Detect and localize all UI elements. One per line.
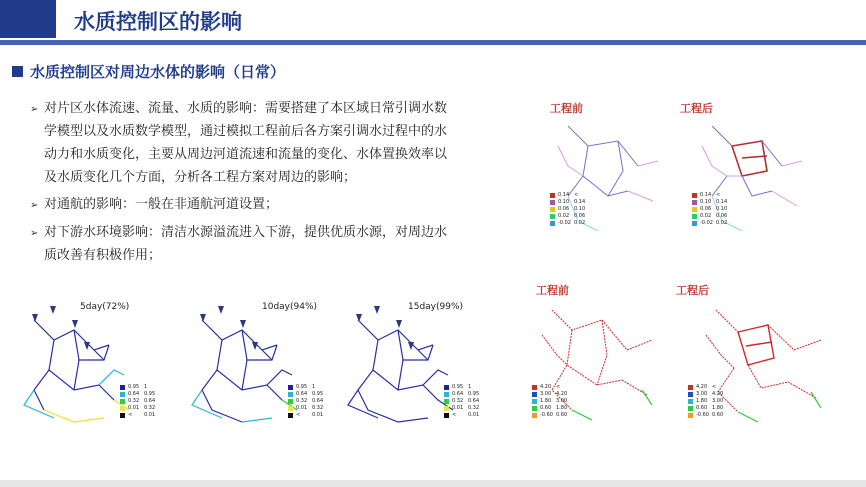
legend-value: 0.32 <box>452 398 464 404</box>
legend-value: 4.20 <box>540 384 552 390</box>
legend-value: 0.14 <box>700 192 712 198</box>
bullet-text: 对通航的影响：一般在非通航河道设置； <box>44 197 279 212</box>
legend-value: 0.60 <box>712 412 724 418</box>
legend-value: -0.02 <box>700 220 713 226</box>
legend-value: 0.14 <box>574 199 586 205</box>
map-label: 工程后 <box>676 284 709 297</box>
legend-swatch <box>692 200 697 205</box>
legend-swatch <box>444 399 449 404</box>
legend-value: 0.10 <box>558 199 570 205</box>
map-label: 5day(72%) <box>80 302 130 312</box>
legend-day-3 <box>444 384 479 419</box>
section-heading <box>12 61 285 82</box>
map-label: 工程前 <box>550 102 583 115</box>
map-10day <box>182 300 342 428</box>
legend-value: 4.20 <box>696 384 708 390</box>
flow-map-after <box>672 96 812 238</box>
legend-value: 0.14 <box>558 192 570 198</box>
legend-value: 1.80 <box>696 398 708 404</box>
legend-swatch <box>550 193 555 198</box>
legend-value: 0.64 <box>468 398 480 404</box>
map-5day <box>14 300 174 428</box>
legend-swatch <box>120 413 125 418</box>
legend-value: 3.00 <box>556 398 568 404</box>
legend-value: < <box>556 384 561 390</box>
header-accent-block <box>0 0 56 38</box>
quality-map-after <box>676 280 846 430</box>
legend-swatch <box>688 392 693 397</box>
legend-swatch <box>688 399 693 404</box>
legend-value: 0.02 <box>700 213 712 219</box>
legend-quality-2 <box>688 384 723 419</box>
legend-swatch <box>532 413 537 418</box>
map-label: 工程后 <box>680 102 713 115</box>
legend-value: 1.80 <box>556 405 568 411</box>
legend-value: 0.01 <box>128 405 140 411</box>
legend-value: 0.01 <box>296 405 308 411</box>
legend-day-1 <box>120 384 155 419</box>
legend-value: 1.80 <box>712 405 724 411</box>
legend-value: 0.95 <box>128 384 140 390</box>
legend-value: 0.06 <box>574 213 586 219</box>
legend-swatch <box>120 406 125 411</box>
legend-value: 3.00 <box>696 391 708 397</box>
square-bullet-icon <box>12 66 23 77</box>
legend-value: 1 <box>468 384 472 390</box>
legend-swatch <box>120 385 125 390</box>
legend-swatch <box>288 406 293 411</box>
legend-value: < <box>452 412 457 418</box>
bullet-text: 对片区水体流速、流量、水质的影响：需要搭建了本区域日常引调水数学模型以及水质数学模型，通过模拟工程前后各方案引调水过程中的水动力和水质变化，主要从周边河道流速和流量的变化、水体置换效率以及水质变化几个方面，分析各工程方案对周边的影响； <box>44 101 448 185</box>
section-title: 水质控制区对周边水体的影响（日常） <box>30 63 286 81</box>
bullet-list <box>30 97 450 271</box>
legend-value: 0.60 <box>696 405 708 411</box>
legend-value: 1 <box>312 384 316 390</box>
legend-swatch <box>550 221 555 226</box>
legend-swatch <box>550 200 555 205</box>
legend-swatch <box>532 399 537 404</box>
legend-value: 0.95 <box>452 384 464 390</box>
legend-value: 0.95 <box>312 391 324 397</box>
legend-swatch <box>688 385 693 390</box>
legend-swatch <box>288 413 293 418</box>
arrow-bullet-icon: ➢ <box>30 228 39 239</box>
legend-value: < <box>574 192 579 198</box>
legend-value: 0.64 <box>452 391 464 397</box>
legend-swatch <box>550 214 555 219</box>
legend-swatch <box>688 406 693 411</box>
footer-rule <box>0 480 866 487</box>
map-label: 15day(99%) <box>408 302 464 312</box>
legend-flow-1 <box>550 192 585 227</box>
legend-swatch <box>688 413 693 418</box>
legend-value: 3.00 <box>540 391 552 397</box>
legend-value: 1.80 <box>540 398 552 404</box>
legend-value: 1 <box>144 384 148 390</box>
header-rule <box>0 40 866 45</box>
legend-swatch <box>288 392 293 397</box>
legend-value: -0.60 <box>696 412 709 418</box>
arrow-bullet-icon: ➢ <box>30 200 39 211</box>
quality-map-before <box>512 280 672 430</box>
legend-swatch <box>120 399 125 404</box>
legend-value: 0.01 <box>452 405 464 411</box>
legend-value: 0.06 <box>558 206 570 212</box>
legend-value: 0.06 <box>700 206 712 212</box>
legend-swatch <box>550 207 555 212</box>
legend-quality-1 <box>532 384 567 419</box>
legend-value: < <box>128 412 133 418</box>
legend-swatch <box>532 385 537 390</box>
legend-value: 0.32 <box>296 398 308 404</box>
legend-swatch <box>444 413 449 418</box>
legend-value: 0.95 <box>296 384 308 390</box>
legend-swatch <box>532 392 537 397</box>
legend-swatch <box>692 193 697 198</box>
legend-value: < <box>716 192 721 198</box>
legend-value: 0.60 <box>556 412 568 418</box>
legend-value: < <box>712 384 717 390</box>
legend-value: 0.10 <box>574 206 586 212</box>
legend-swatch <box>288 399 293 404</box>
legend-swatch <box>444 385 449 390</box>
legend-value: 4.20 <box>712 391 724 397</box>
legend-value: 0.64 <box>144 398 156 404</box>
page-title: 水质控制区的影响 <box>74 10 242 34</box>
legend-value: 0.64 <box>128 391 140 397</box>
flow-network-before <box>528 96 668 238</box>
legend-value: 0.14 <box>716 199 728 205</box>
legend-value: 4.20 <box>556 391 568 397</box>
legend-value: 0.02 <box>558 213 570 219</box>
legend-day-2 <box>288 384 323 419</box>
map-label: 工程前 <box>536 284 569 297</box>
legend-swatch <box>692 214 697 219</box>
legend-swatch <box>692 207 697 212</box>
legend-value: 0.10 <box>700 199 712 205</box>
legend-value: 0.32 <box>312 405 324 411</box>
legend-value: 0.10 <box>716 206 728 212</box>
legend-value: < <box>296 412 301 418</box>
legend-swatch <box>532 406 537 411</box>
legend-swatch <box>692 221 697 226</box>
legend-swatch <box>444 392 449 397</box>
legend-value: -0.02 <box>558 220 571 226</box>
legend-swatch <box>120 392 125 397</box>
legend-value: 0.01 <box>144 412 156 418</box>
legend-swatch <box>444 406 449 411</box>
legend-value: 0.02 <box>716 220 728 226</box>
legend-value: 0.02 <box>574 220 586 226</box>
legend-value: 0.06 <box>716 213 728 219</box>
bullet-item <box>30 193 450 217</box>
legend-swatch <box>288 385 293 390</box>
legend-value: 0.64 <box>296 391 308 397</box>
legend-value: 0.32 <box>144 405 156 411</box>
map-15day <box>338 300 498 428</box>
legend-value: 0.64 <box>312 398 324 404</box>
bullet-text: 对下游水环境影响：清洁水源溢流进入下游，提供优质水源，对周边水质改善有积极作用； <box>44 225 448 263</box>
bullet-item <box>30 97 450 189</box>
map-label: 10day(94%) <box>262 302 318 312</box>
slide-header <box>0 0 866 44</box>
legend-value: 0.32 <box>468 405 480 411</box>
legend-value: 0.01 <box>468 412 480 418</box>
arrow-bullet-icon: ➢ <box>30 104 39 115</box>
flow-map-before <box>528 96 668 238</box>
legend-value: 0.95 <box>468 391 480 397</box>
legend-value: 0.01 <box>312 412 324 418</box>
legend-flow-2 <box>692 192 727 227</box>
bullet-item <box>30 221 450 267</box>
legend-value: 0.32 <box>128 398 140 404</box>
legend-value: 3.00 <box>712 398 724 404</box>
legend-value: -0.60 <box>540 412 553 418</box>
legend-value: 0.60 <box>540 405 552 411</box>
legend-value: 0.95 <box>144 391 156 397</box>
